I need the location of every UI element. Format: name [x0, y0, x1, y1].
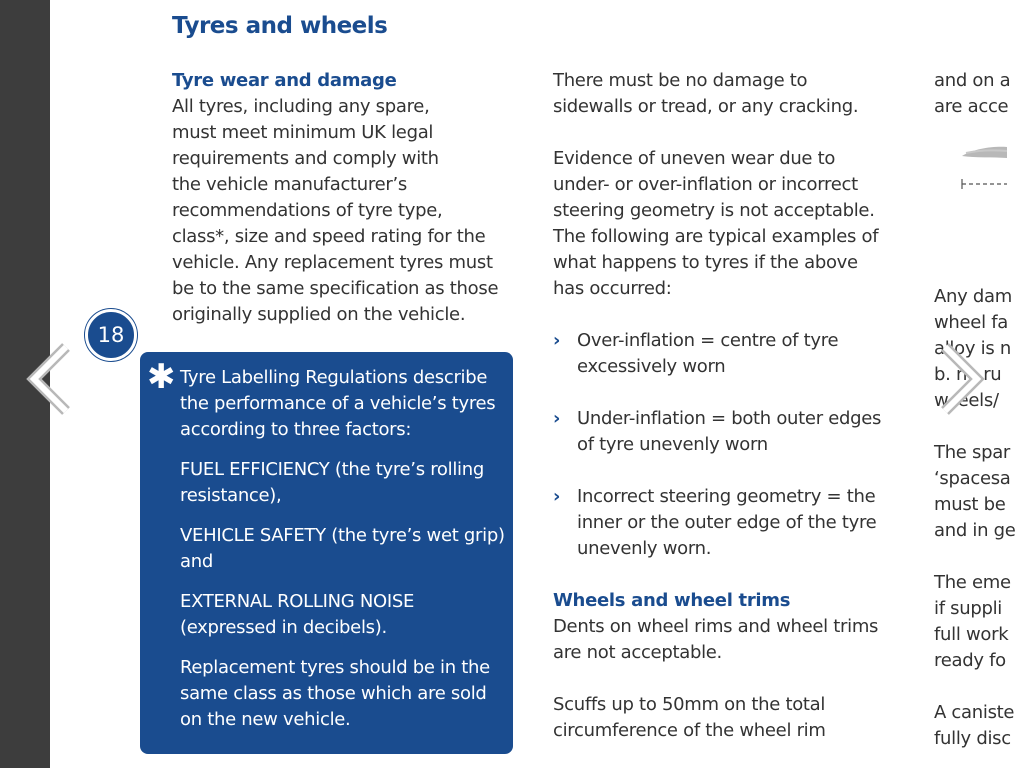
asterisk-icon: ✱: [147, 357, 176, 397]
text-line: ‘spacesa: [934, 468, 1011, 489]
tyre-labelling-info-box: [140, 352, 513, 754]
text-line: must meet minimum UK legal: [172, 122, 434, 143]
text-line: class*, size and speed rating for the: [172, 226, 486, 247]
text-line: has occurred:: [553, 278, 672, 299]
text-line: recommendations of tyre type,: [172, 200, 443, 221]
text-line: Scuffs up to 50mm on the total: [553, 694, 826, 715]
text-line: circumference of the wheel rim: [553, 720, 826, 741]
info-paragraph: VEHICLE SAFETY (the tyre’s wet grip) and: [180, 525, 505, 572]
column-2: [553, 68, 903, 744]
bullet-chevron-icon: ›: [553, 408, 561, 429]
text-line: All tyres, including any spare,: [172, 96, 430, 117]
column-1: [172, 68, 522, 328]
text-line: wheel fa: [934, 312, 1008, 333]
bullet-over-inflation: [553, 328, 903, 380]
text-line: full work: [934, 624, 1009, 645]
info-box-text: [180, 365, 510, 747]
text-line: b. no ru: [934, 364, 1002, 385]
page-number-badge: 18: [85, 309, 137, 361]
text-line: be to the same specification as those: [172, 278, 499, 299]
section-heading-wheels: Wheels and wheel trims: [553, 590, 791, 611]
text-line: Dents on wheel rims and wheel trims: [553, 616, 879, 637]
text-line: ready fo: [934, 650, 1006, 671]
info-paragraph: EXTERNAL ROLLING NOISE (expressed in decibels).: [180, 591, 415, 638]
text-line: must be: [934, 494, 1006, 515]
chevron-left-icon[interactable]: [26, 343, 76, 415]
text-line: Any dam: [934, 286, 1012, 307]
text-line: alloy is n: [934, 338, 1011, 359]
text-line: are acce: [934, 96, 1009, 117]
text-line: originally supplied on the vehicle.: [172, 304, 466, 325]
text-line: There must be no damage to: [553, 70, 808, 91]
text-line: what happens to tyres if the above: [553, 252, 858, 273]
text-line: The spar: [934, 442, 1011, 463]
bullet-chevron-icon: ›: [553, 330, 561, 351]
text-line: steering geometry is not acceptable.: [553, 200, 875, 221]
text-line: are not acceptable.: [553, 642, 722, 663]
text-line: Over-inflation = centre of tyre: [577, 330, 839, 351]
bullet-steering-geometry: [553, 484, 903, 562]
page-title: Tyres and wheels: [172, 13, 388, 39]
text-line: A caniste: [934, 702, 1015, 723]
wheel-scuff-diagram: [960, 138, 1007, 198]
bullet-under-inflation: [553, 406, 903, 458]
info-paragraph: Replacement tyres should be in the same class as those which are sold on the new vehicle.: [180, 657, 490, 730]
text-line: the vehicle manufacturer’s: [172, 174, 407, 195]
text-line: of tyre unevenly worn: [577, 434, 768, 455]
chevron-right-icon[interactable]: [935, 343, 985, 415]
text-line: The following are typical examples of: [553, 226, 879, 247]
text-line: and in ge: [934, 520, 1016, 541]
info-paragraph: Tyre Labelling Regulations describe the performance of a vehicle’s tyres according to three factors:: [180, 367, 496, 440]
info-paragraph: FUEL EFFICIENCY (the tyre’s rolling resistance),: [180, 459, 484, 506]
text-line: vehicle. Any replacement tyres must: [172, 252, 493, 273]
text-line: Incorrect steering geometry = the: [577, 486, 876, 507]
text-line: fully disc: [934, 728, 1011, 749]
text-line: unevenly worn.: [577, 538, 712, 559]
text-line: The eme: [934, 572, 1011, 593]
text-line: w. eels/: [934, 390, 999, 411]
text-line: Under-inflation = both outer edges: [577, 408, 882, 429]
text-line: requirements and comply with: [172, 148, 439, 169]
bullet-chevron-icon: ›: [553, 486, 561, 507]
text-line: and on a: [934, 70, 1011, 91]
text-line: under- or over-inflation or incorrect: [553, 174, 858, 195]
text-line: sidewalls or tread, or any cracking.: [553, 96, 859, 117]
section-heading-tyre-wear: Tyre wear and damage: [172, 70, 397, 91]
text-line: if suppli: [934, 598, 1002, 619]
text-line: inner or the outer edge of the tyre: [577, 512, 877, 533]
text-line: excessively worn: [577, 356, 726, 377]
text-line: Evidence of uneven wear due to: [553, 148, 836, 169]
